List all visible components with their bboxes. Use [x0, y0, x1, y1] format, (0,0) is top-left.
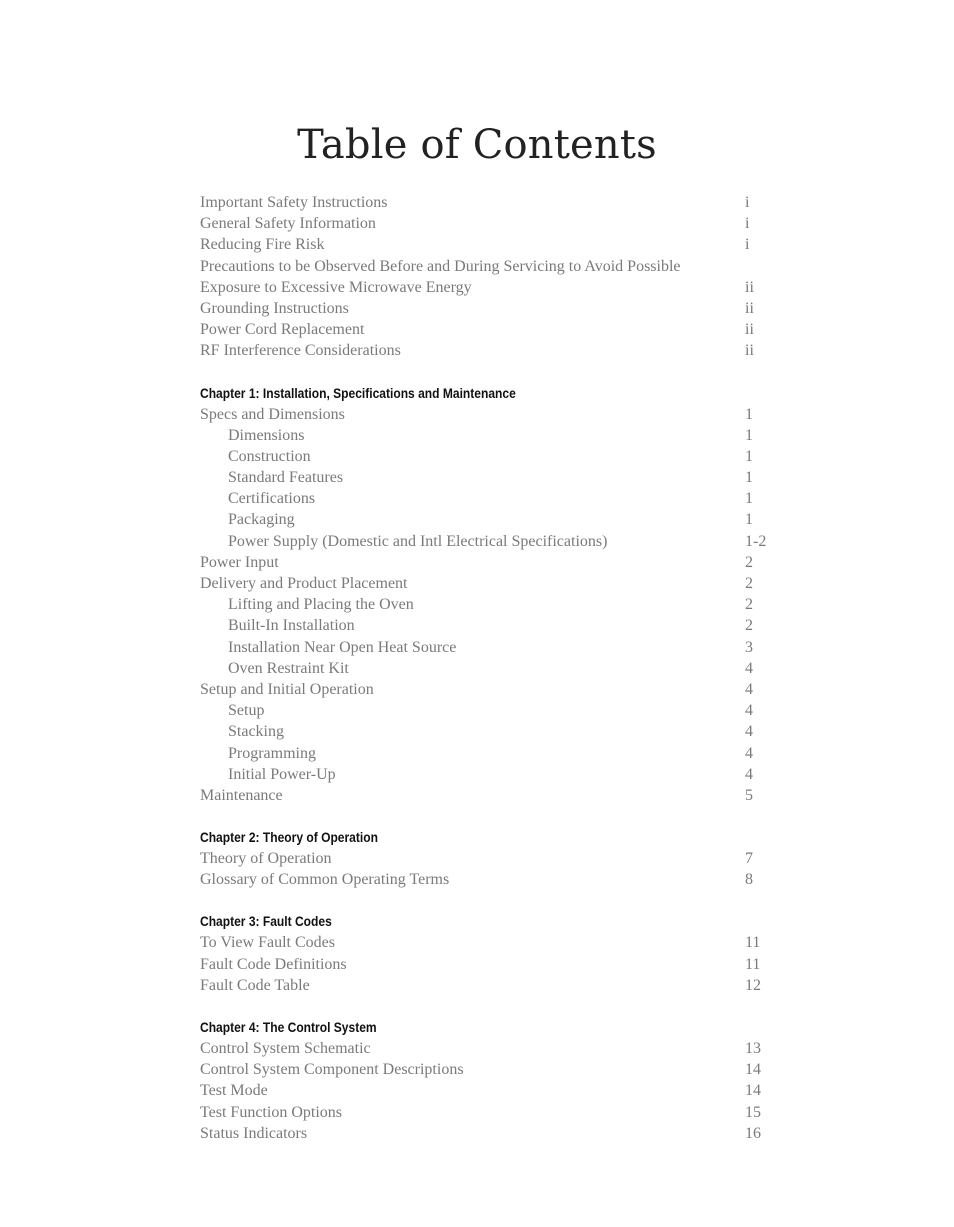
- toc-entry[interactable]: [200, 340, 780, 361]
- toc-entry[interactable]: [200, 552, 780, 573]
- entry-label: Power Input: [200, 553, 279, 571]
- entry-label: Oven Restraint Kit: [228, 659, 349, 677]
- entry-page-number: 1: [745, 405, 753, 423]
- entry-page-number: 12: [745, 976, 761, 994]
- entry-label: Setup and Initial Operation: [200, 680, 374, 698]
- chapter-heading: Chapter 2: Theory of Operation: [200, 829, 378, 846]
- toc-entry[interactable]: [200, 848, 780, 869]
- toc-entry[interactable]: [200, 1080, 780, 1101]
- chapter-heading: Chapter 4: The Control System: [200, 1019, 377, 1035]
- toc-entry[interactable]: [200, 1059, 780, 1080]
- entry-label: Maintenance: [200, 786, 283, 804]
- entry-page-number: 13: [745, 1040, 761, 1057]
- entry-label: Fault Code Definitions: [200, 955, 347, 973]
- entry-label: Theory of Operation: [200, 850, 332, 868]
- toc-entry[interactable]: [200, 256, 780, 277]
- toc-subentry[interactable]: [200, 615, 780, 636]
- entry-label: Status Indicators: [200, 1124, 308, 1142]
- toc-entry[interactable]: [200, 192, 780, 213]
- entry-label: Test Function Options: [200, 1103, 342, 1121]
- entry-page-number: i: [745, 215, 750, 233]
- toc-section: [200, 1017, 780, 1144]
- entry-page-number: 7: [745, 850, 753, 868]
- entry-page-number: 14: [745, 1061, 761, 1079]
- entry-page-number: 4: [745, 765, 753, 783]
- entry-page-number: 1-2: [745, 532, 767, 550]
- entry-label: Important Safety Instructions: [200, 194, 388, 211]
- chapter-heading: Chapter 1: Installation, Specifications and Maintenance: [200, 384, 516, 401]
- entry-page-number: 1: [745, 511, 753, 529]
- entry-page-number: ii: [745, 342, 754, 360]
- entry-label: Certifications: [228, 490, 316, 508]
- toc-entry[interactable]: [200, 679, 780, 700]
- entry-label: Lifting and Placing the Oven: [228, 596, 414, 614]
- entry-label: Installation Near Open Heat Source: [228, 638, 457, 656]
- toc-entry[interactable]: [200, 1038, 780, 1059]
- toc-section: [200, 192, 780, 362]
- toc-entry[interactable]: [200, 277, 780, 298]
- entry-label: Fault Code Table: [200, 976, 310, 994]
- entry-label: Stacking: [228, 723, 284, 741]
- entry-page-number: 11: [745, 955, 761, 973]
- entry-page-number: 1: [745, 426, 753, 444]
- entry-page-number: ii: [745, 278, 754, 296]
- toc-entry[interactable]: [200, 1123, 780, 1144]
- toc-subentry[interactable]: [200, 531, 780, 552]
- toc-section: [200, 911, 780, 996]
- entry-page-number: 1: [745, 469, 753, 487]
- entry-label: Initial Power-Up: [228, 765, 336, 783]
- toc-entry[interactable]: [200, 234, 780, 255]
- toc-subentry[interactable]: [200, 700, 780, 721]
- entry-label: Built-In Installation: [228, 617, 355, 635]
- entry-label: Grounding Instructions: [200, 299, 349, 317]
- toc-entry[interactable]: [200, 298, 780, 319]
- entry-page-number: 15: [745, 1103, 761, 1121]
- entry-page-number: 4: [745, 680, 753, 698]
- entry-page-number: 4: [745, 744, 753, 762]
- entry-page-number: 1: [745, 447, 753, 465]
- entry-label: Power Supply (Domestic and Intl Electrical Specifications): [228, 532, 608, 550]
- toc-subentry[interactable]: [200, 721, 780, 742]
- entry-page-number: 14: [745, 1082, 761, 1100]
- entry-page-number: 16: [745, 1124, 761, 1142]
- chapter-heading: Chapter 3: Fault Codes: [200, 913, 332, 930]
- entry-page-number: 3: [745, 638, 753, 656]
- entry-label: Exposure to Excessive Microwave Energy: [200, 278, 472, 296]
- toc-entry[interactable]: [200, 573, 780, 594]
- entry-label: Test Mode: [200, 1082, 268, 1100]
- toc-subentry[interactable]: [200, 594, 780, 615]
- entry-label: Control System Component Descriptions: [200, 1061, 464, 1079]
- entry-page-number: 2: [745, 617, 753, 635]
- entry-label: Construction: [228, 447, 311, 465]
- toc-subentry[interactable]: [200, 467, 780, 488]
- entry-label: Specs and Dimensions: [200, 405, 345, 423]
- toc-entry[interactable]: [200, 975, 780, 996]
- entry-page-number: i: [745, 236, 750, 254]
- entry-page-number: 4: [745, 702, 753, 720]
- entry-label: Dimensions: [228, 426, 305, 444]
- toc-subentry[interactable]: [200, 488, 780, 509]
- entry-label: General Safety Information: [200, 215, 376, 233]
- toc-entry[interactable]: [200, 213, 780, 234]
- entry-page-number: 5: [745, 786, 753, 804]
- entry-label: Delivery and Product Placement: [200, 575, 408, 592]
- entry-page-number: 4: [745, 659, 753, 677]
- toc-subentry[interactable]: [200, 637, 780, 658]
- entry-page-number: 2: [745, 575, 753, 592]
- entry-label: RF Interference Considerations: [200, 342, 401, 360]
- entry-page-number: i: [745, 194, 750, 211]
- entry-label: Packaging: [228, 511, 295, 529]
- toc-subentry[interactable]: [200, 658, 780, 679]
- toc-subentry[interactable]: [200, 764, 780, 785]
- entry-label: Programming: [228, 744, 316, 762]
- toc-entry[interactable]: [200, 954, 780, 975]
- entry-page-number: 2: [745, 596, 753, 614]
- toc-entry[interactable]: [200, 785, 780, 806]
- entry-page-number: 1: [745, 490, 753, 508]
- entry-page-number: 8: [745, 871, 753, 889]
- toc-subentry[interactable]: [200, 446, 780, 467]
- entry-page-number: 2: [745, 553, 753, 571]
- toc-subentry[interactable]: [200, 509, 780, 530]
- toc-entry[interactable]: [200, 932, 780, 953]
- toc-section: [200, 827, 780, 890]
- entry-label: Precautions to be Observed Before and During Servicing to Avoid Possible: [200, 257, 681, 275]
- entry-page-number: ii: [745, 299, 754, 317]
- entry-page-number: 4: [745, 723, 753, 741]
- toc-subentry[interactable]: [200, 425, 780, 446]
- entry-label: Power Cord Replacement: [200, 321, 365, 339]
- toc-entry[interactable]: [200, 404, 780, 425]
- page-title: Table of Contents: [297, 122, 657, 168]
- entry-label: Standard Features: [228, 469, 344, 487]
- entry-label: Reducing Fire Risk: [200, 236, 325, 254]
- entry-label: Setup: [228, 702, 265, 720]
- entry-page-number: 11: [745, 934, 761, 952]
- entry-label: Glossary of Common Operating Terms: [200, 871, 450, 889]
- entry-label: Control System Schematic: [200, 1040, 371, 1057]
- toc-entry[interactable]: [200, 1102, 780, 1123]
- toc-entry[interactable]: [200, 319, 780, 340]
- toc-subentry[interactable]: [200, 743, 780, 764]
- toc-entry[interactable]: [200, 869, 780, 890]
- toc-section: [200, 383, 780, 807]
- entry-label: To View Fault Codes: [200, 934, 335, 952]
- toc-list: [200, 192, 780, 1144]
- entry-page-number: ii: [745, 321, 754, 339]
